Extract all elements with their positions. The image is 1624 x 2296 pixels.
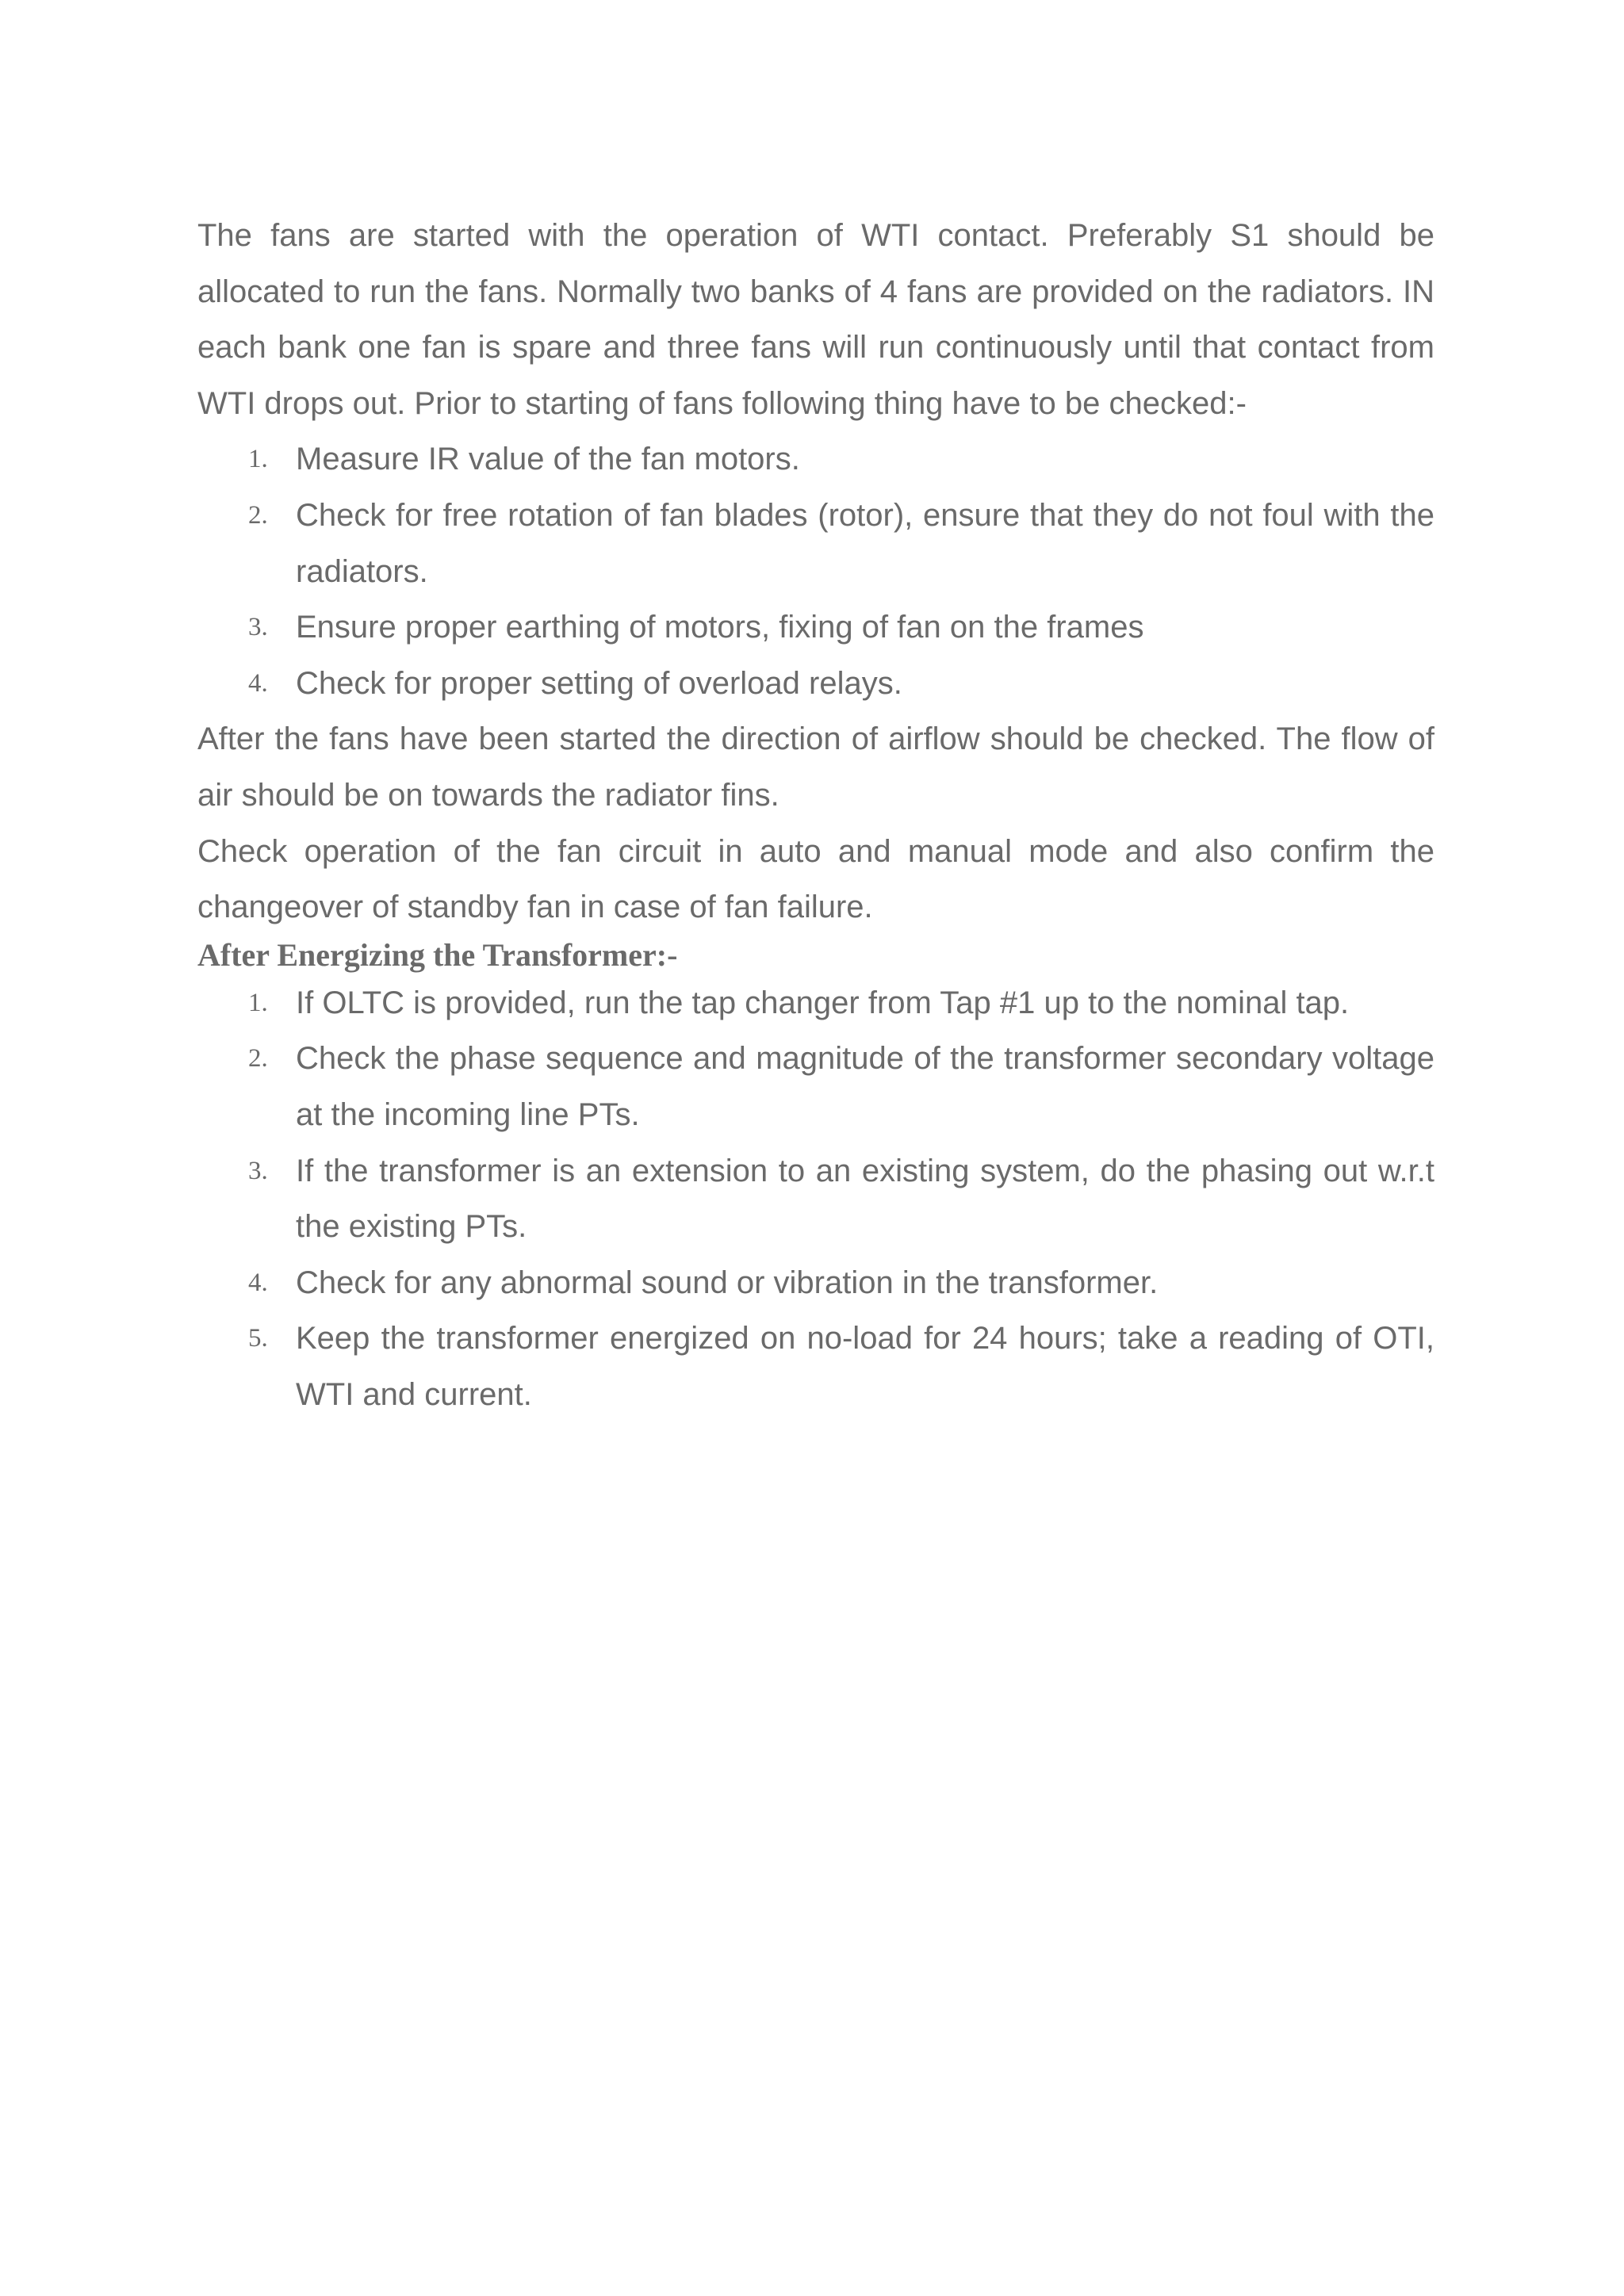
- list-item-text: Check for free rotation of fan blades (rotor), ensure that they do not foul with the radiators.: [296, 497, 1434, 589]
- post-energizing-checklist: [197, 975, 1434, 1423]
- list-item-text: Ensure proper earthing of motors, fixing of fan on the frames: [296, 610, 1144, 645]
- list-number: 3.: [248, 1156, 268, 1185]
- section-heading: After Energizing the Transformer:-: [197, 936, 678, 973]
- list-number: 1.: [248, 445, 268, 474]
- list-item: [197, 488, 1434, 599]
- list-item: [197, 1255, 1434, 1311]
- list-number: 2.: [248, 500, 268, 530]
- list-item-text: Measure IR value of the fan motors.: [296, 442, 800, 477]
- list-item: [197, 656, 1434, 712]
- list-item-text: Check for proper setting of overload relays.: [296, 665, 902, 701]
- list-number: 4.: [248, 668, 268, 698]
- list-number: 3.: [248, 613, 268, 642]
- list-number: 2.: [248, 1044, 268, 1073]
- list-number: 5.: [248, 1324, 268, 1353]
- airflow-paragraph: After the fans have been started the direction of airflow should be checked. The flow of air should be on towards the radiator fins.: [197, 721, 1434, 813]
- list-item: [197, 975, 1434, 1031]
- list-item: [197, 1031, 1434, 1142]
- operation-paragraph: Check operation of the fan circuit in auto and manual mode and also confirm the changeover of standby fan in case of fan failure.: [197, 833, 1434, 925]
- list-item: [197, 599, 1434, 656]
- list-number: 4.: [248, 1268, 268, 1297]
- prestart-checklist: [197, 431, 1434, 711]
- list-item: [197, 431, 1434, 488]
- document-body: [197, 208, 1434, 1422]
- intro-paragraph: The fans are started with the operation of WTI contact. Preferably S1 should be allocated to run the fans. Normally two banks of 4 fans are provided on the radiators. IN each bank one fan is spare and three fans will run continuously until that contact from WTI drops out. Prior to starting of fans following thing have to be checked:-: [197, 218, 1434, 421]
- list-item-text: Check for any abnormal sound or vibration in the transformer.: [296, 1265, 1159, 1300]
- list-item-text: Check the phase sequence and magnitude of the transformer secondary voltage at the incoming line PTs.: [296, 1041, 1434, 1132]
- list-item-text: Keep the transformer energized on no-load for 24 hours; take a reading of OTI, WTI and current.: [296, 1321, 1434, 1412]
- list-item: [197, 1311, 1434, 1422]
- list-item-text: If the transformer is an extension to an existing system, do the phasing out w.r.t the existing PTs.: [296, 1153, 1434, 1245]
- list-item: [197, 1143, 1434, 1255]
- list-number: 1.: [248, 988, 268, 1017]
- list-item-text: If OLTC is provided, run the tap changer from Tap #1 up to the nominal tap.: [296, 985, 1350, 1020]
